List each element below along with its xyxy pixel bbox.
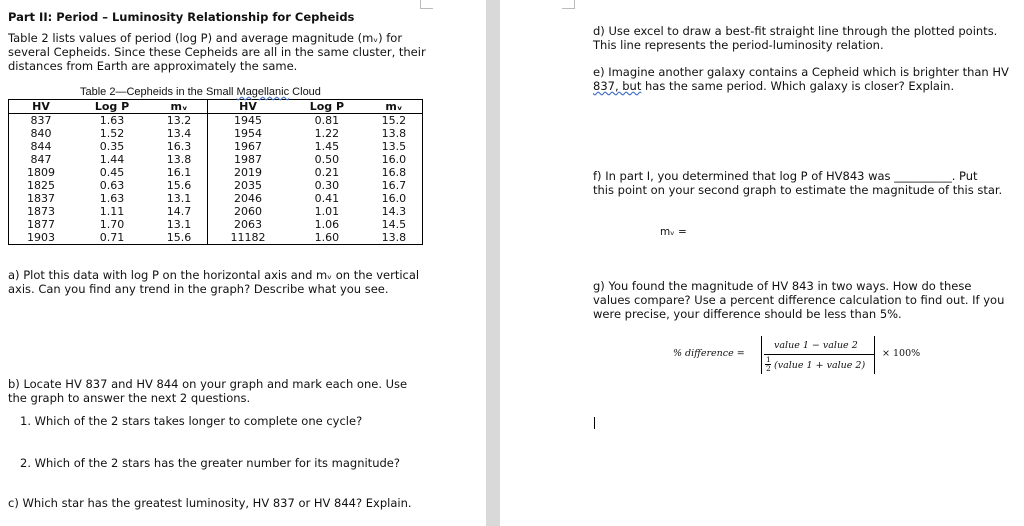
table-cell: 14.3: [381, 205, 407, 218]
table-cell: 1.60: [314, 231, 340, 244]
table-cell: 2063: [208, 218, 288, 231]
table-row: [9, 127, 423, 140]
left-page: [0, 0, 486, 526]
table-cell: 15.6: [166, 231, 192, 244]
table-cell: 13.2: [166, 114, 192, 127]
table-cell: 16.8: [381, 166, 407, 179]
table-row: [9, 153, 423, 166]
abs-bar-left: [761, 336, 762, 374]
table-cell: 14.7: [166, 205, 192, 218]
col-header-logp: Log P: [73, 100, 151, 114]
table-cell: 1.63: [99, 114, 125, 127]
table-row: [9, 192, 423, 205]
spellcheck-phrase: 837, but: [593, 79, 642, 93]
table-cell: 13.1: [166, 192, 192, 205]
table-cell: 837: [30, 114, 52, 127]
table-row: [9, 218, 423, 231]
formula-numerator: value 1 − value 2: [774, 340, 858, 351]
table-header-row: [9, 100, 423, 114]
table-row: [9, 205, 423, 218]
table-cell: 0.21: [314, 166, 340, 179]
abs-bar-right: [874, 336, 875, 374]
table-cell: 0.41: [314, 192, 340, 205]
question-a: a) Plot this data with log P on the horizontal axis and mᵥ on the vertical: [8, 268, 420, 282]
question-d: This line represents the period-luminosity relation.: [593, 38, 884, 52]
question-b: the graph to answer the next 2 questions.: [8, 391, 251, 405]
table-cell: 1.52: [99, 127, 125, 140]
table-row: [9, 231, 423, 245]
table-cell: 1825: [27, 179, 56, 192]
intro-line: distances from Earth are approximately the same.: [8, 59, 298, 73]
table-row: [9, 140, 423, 153]
intro-line: several Cepheids. Since these Cepheids are all in the same cluster, their: [8, 45, 426, 59]
table-cell: 1.44: [99, 153, 125, 166]
table-cell: 16.3: [166, 140, 192, 153]
table-cell: 2019: [208, 166, 288, 179]
table-cell: 11182: [208, 231, 288, 245]
text-cursor: [594, 417, 595, 429]
table-cell: 1877: [27, 218, 56, 231]
table-cell: 1.45: [314, 140, 340, 153]
table-cell: 14.5: [381, 218, 407, 231]
table-cell: 15.2: [381, 114, 407, 127]
table-cell: 0.45: [99, 166, 125, 179]
table-cell: 16.0: [381, 192, 407, 205]
question-f: this point on your second graph to estimate the magnitude of this star.: [593, 183, 1003, 197]
question-e: e) Imagine another galaxy contains a Cepheid which is brighter than HV: [593, 65, 1009, 79]
table-cell: 1903: [27, 231, 56, 244]
table-cell: 2060: [208, 205, 288, 218]
question-g: were precise, your difference should be less than 5%.: [593, 307, 902, 321]
question-b1: 1. Which of the 2 stars takes longer to complete one cycle?: [20, 414, 363, 428]
table-cell: 1.22: [314, 127, 340, 140]
table-cell: 16.0: [381, 153, 407, 166]
half-numerator: 1: [766, 355, 771, 364]
table-cell: 13.8: [166, 153, 192, 166]
question-b2: 2. Which of the 2 stars has the greater number for its magnitude?: [20, 456, 400, 470]
table-cell: 0.71: [99, 231, 125, 244]
table-cell: 0.63: [99, 179, 125, 192]
intro-line: Table 2 lists values of period (log P) and average magnitude (mᵥ) for: [8, 31, 403, 45]
table-cell: 1809: [27, 166, 56, 179]
right-page: [500, 0, 1024, 526]
table-cell: 16.1: [166, 166, 192, 179]
table-cell: 2046: [208, 192, 288, 205]
table-cell: 847: [30, 153, 52, 166]
table-cell: 840: [30, 127, 52, 140]
table-row: [9, 179, 423, 192]
formula-times: × 100%: [882, 348, 921, 359]
cepheid-table: [8, 86, 423, 245]
table-cell: 844: [30, 140, 52, 153]
question-g: values compare? Use a percent difference calculation to find out. If you: [593, 293, 1005, 307]
table-cell: 1837: [27, 192, 56, 205]
table-cell: 0.30: [314, 179, 340, 192]
table-row: [9, 166, 423, 179]
table-cell: 13.4: [166, 127, 192, 140]
table-cell: 0.81: [314, 114, 340, 127]
table-cell: 0.50: [314, 153, 340, 166]
table-cell: 13.1: [166, 218, 192, 231]
table-body: [9, 114, 423, 245]
col-header-hv: HV: [9, 100, 74, 114]
half-denominator: 2: [766, 364, 771, 373]
col-header-mv: mᵥ: [151, 100, 208, 114]
formula-denominator: (value 1 + value 2): [774, 360, 866, 371]
col-header-mv: mᵥ: [366, 100, 423, 114]
question-g: g) You found the magnitude of HV 843 in two ways. How do these: [593, 279, 972, 293]
table-caption: Table 2—Cepheids in the Small Magellanic Cloud: [80, 86, 321, 98]
table-cell: 1.06: [314, 218, 340, 231]
table-cell: 1873: [27, 205, 56, 218]
table-cell: 1.11: [99, 205, 125, 218]
col-header-hv: HV: [208, 100, 288, 114]
question-c: c) Which star has the greatest luminosity, HV 837 or HV 844? Explain.: [8, 496, 412, 510]
page-corner-mark: [562, 0, 575, 9]
mv-answer-label: mᵥ =: [660, 226, 687, 238]
page-corner-mark: [420, 0, 433, 9]
table-cell: 1987: [208, 153, 288, 166]
table-cell: 1.63: [99, 192, 125, 205]
table-cell: 1967: [208, 140, 288, 153]
section-heading: Part II: Period – Luminosity Relationship for Cepheids: [8, 10, 355, 24]
table-cell: 0.35: [99, 140, 125, 153]
question-d: d) Use excel to draw a best-fit straight line through the plotted points.: [593, 24, 998, 38]
caption-spellcheck-word: Magellanic: [236, 86, 290, 98]
question-b: b) Locate HV 837 and HV 844 on your graph and mark each one. Use: [8, 377, 408, 391]
table-row: [9, 114, 423, 128]
formula-lhs: % difference =: [673, 348, 745, 359]
question-f: f) In part I, you determined that log P of HV843 was __________. Put: [593, 169, 978, 183]
table-cell: 1954: [208, 127, 288, 140]
question-a: axis. Can you find any trend in the graph? Describe what you see.: [8, 282, 389, 296]
table-cell: 13.8: [381, 127, 407, 140]
table-cell: 1945: [208, 114, 288, 128]
table-cell: 2035: [208, 179, 288, 192]
table-cell: 15.6: [166, 179, 192, 192]
table-cell: 1.01: [314, 205, 340, 218]
table-cell: 13.8: [381, 231, 407, 244]
table-cell: 1.70: [99, 218, 125, 231]
table-cell: 16.7: [381, 179, 407, 192]
col-header-logp: Log P: [288, 100, 366, 114]
table-cell: 13.5: [381, 140, 407, 153]
question-e: 837, but has the same period. Which galaxy is closer? Explain.: [593, 79, 955, 93]
fraction-bar: [764, 354, 874, 355]
